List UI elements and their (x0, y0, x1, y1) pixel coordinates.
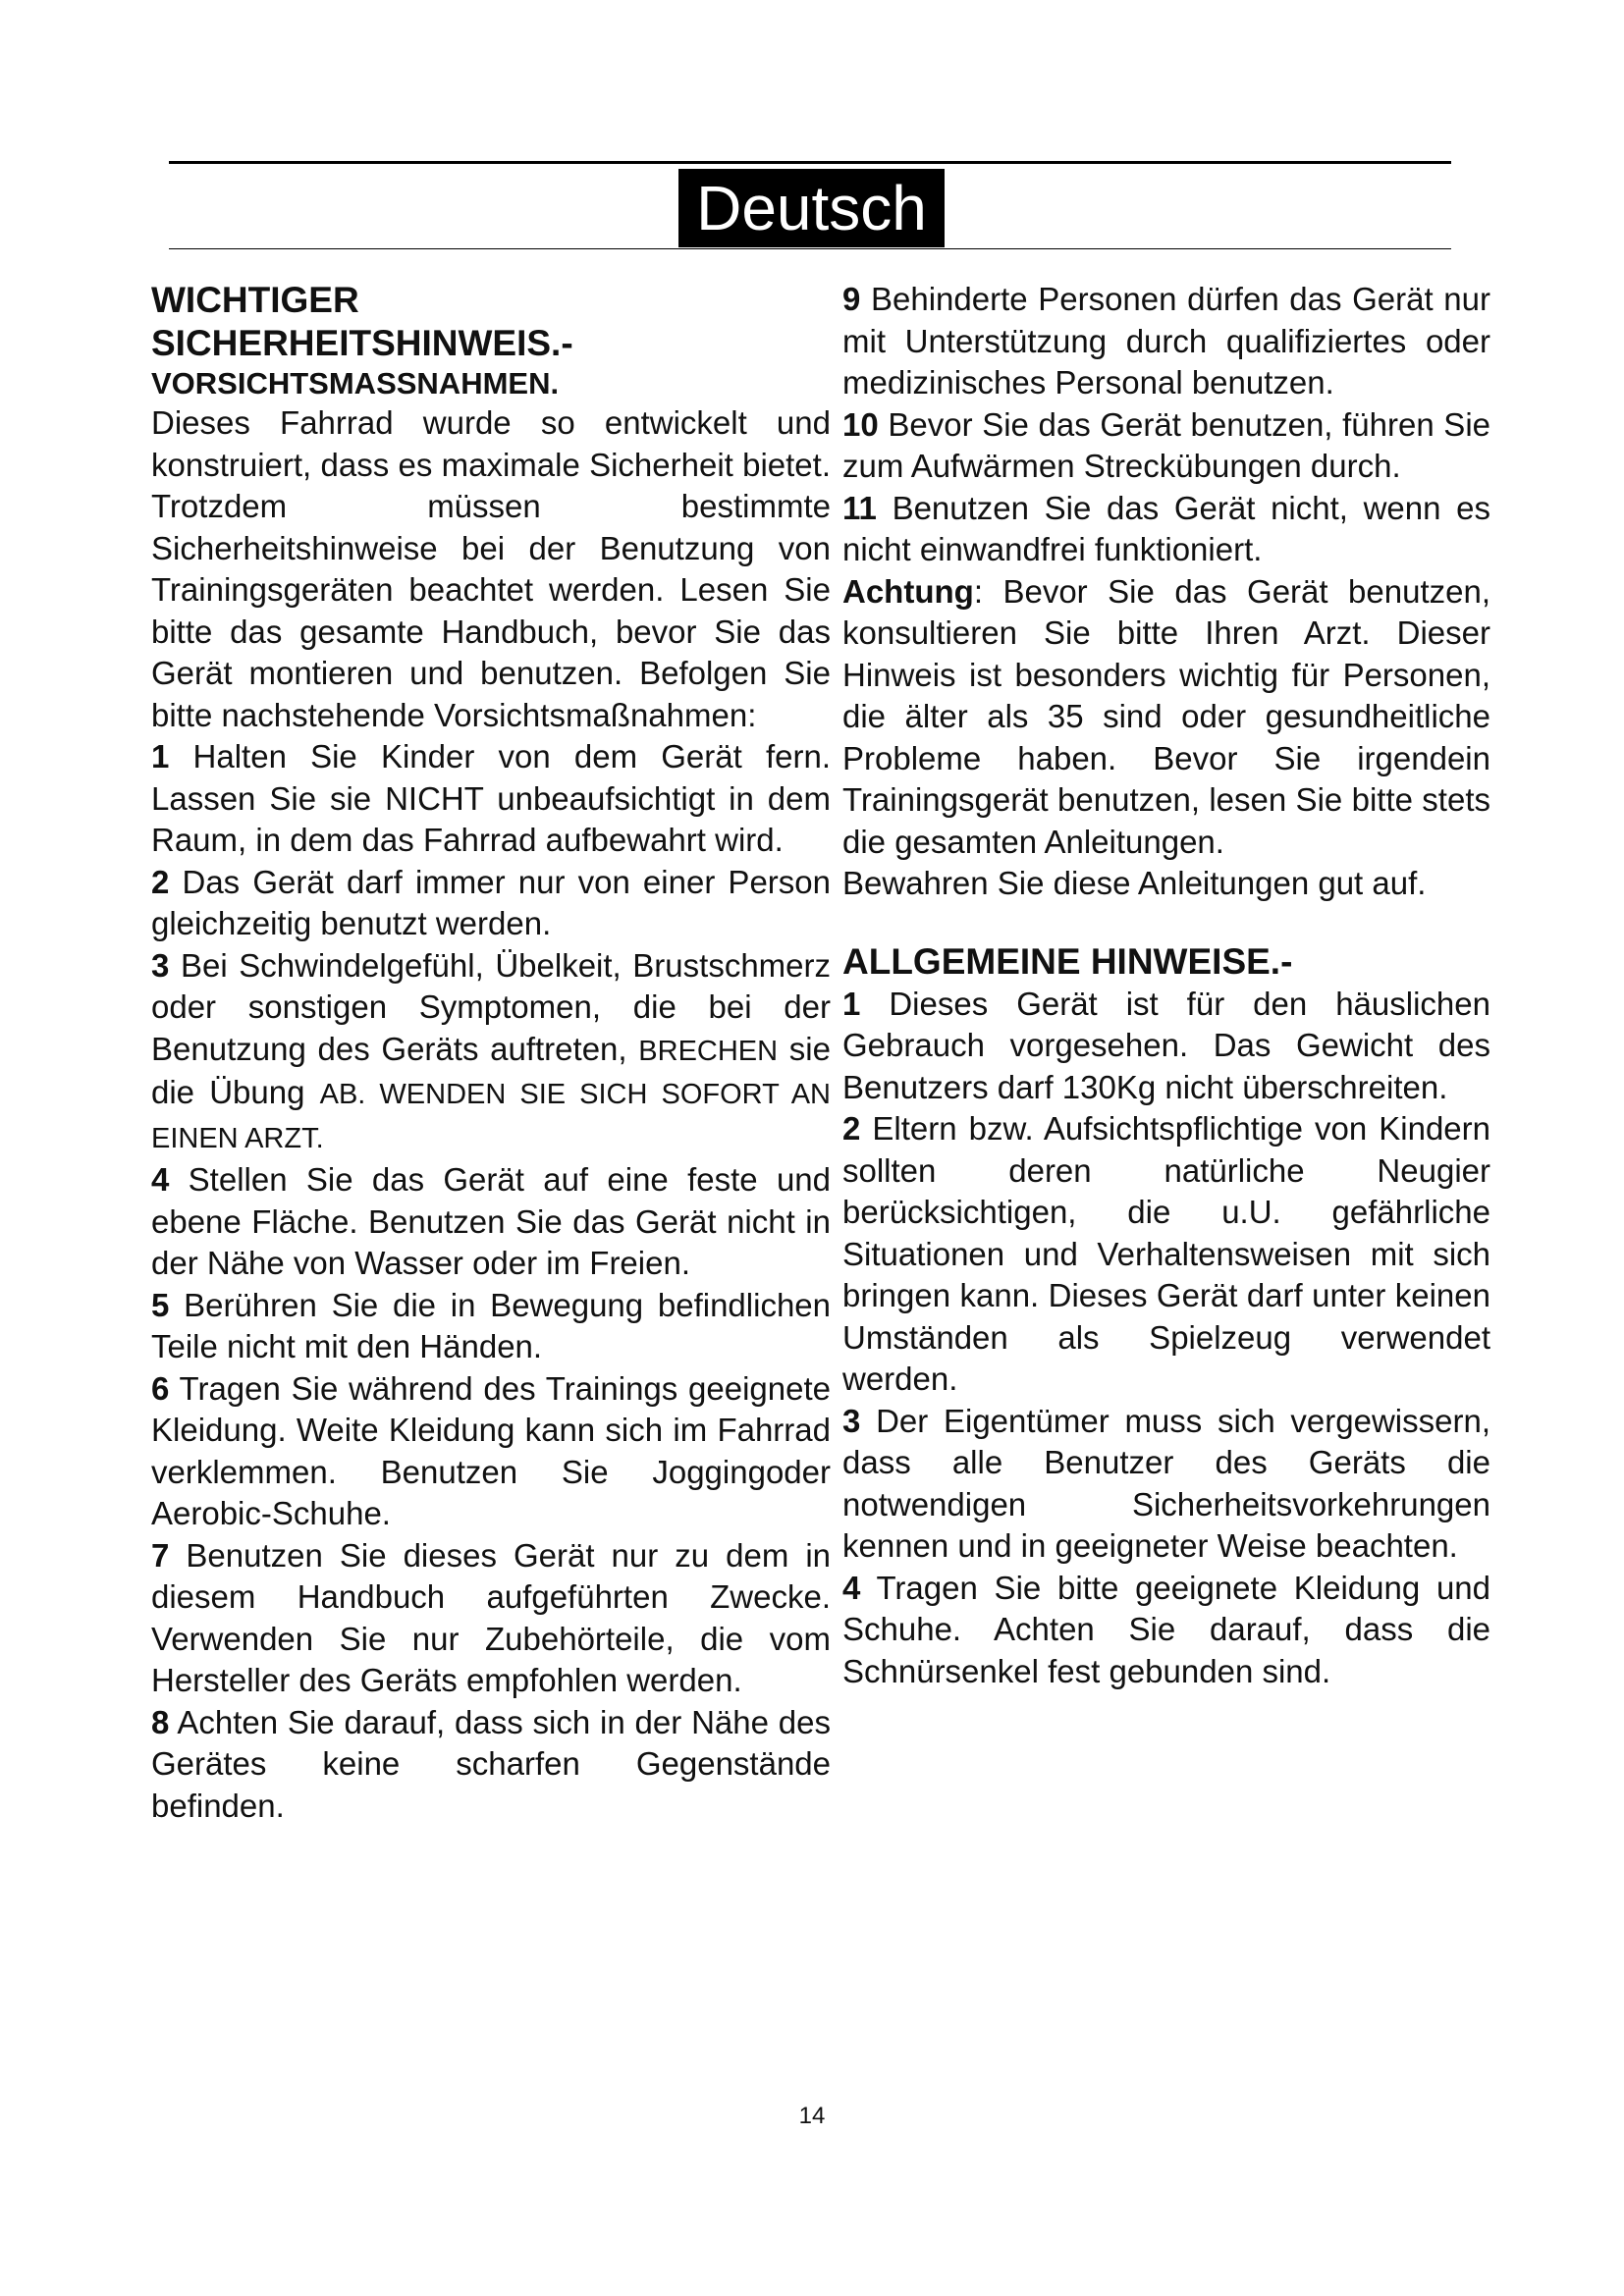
list-item (151, 736, 831, 862)
item-text: sie die Übung (151, 1030, 831, 1110)
item-number: 2 (842, 1110, 861, 1147)
page-number: 14 (798, 2103, 826, 2129)
item-text: Dieses Gerät ist für den häuslichen Gebrauch vorgesehen. Das Gewicht des Benutzers darf 130Kg nicht überschreiten. (842, 985, 1490, 1105)
item-number: 6 (151, 1369, 170, 1407)
general-title: ALLGEMEINE HINWEISE.- (842, 940, 1293, 982)
item-number: 1 (151, 738, 170, 774)
item-number: 8 (151, 1703, 170, 1740)
list-item (151, 1368, 831, 1535)
intro-paragraph: Dieses Fahrrad wurde so entwickelt und konstruiert, dass es maximale Sicherheit bietet. Trotzdem müssen bestimmte Sicherheitshinweise bei der Benutzung von Trainingsgeräten beachtet werden. Lesen Sie bitte das gesamte Handbuch, bevor Sie das Gerät montieren und benutzen. Befolgen Sie bitte nachstehende Vorsichtsmaßnahmen: (151, 404, 831, 733)
header-top-rule (169, 161, 1451, 164)
list-item (842, 404, 1490, 488)
item-number: 9 (842, 281, 861, 317)
item-text: Bei Schwindelgefühl, Übelkeit, Brustschmerz oder sonstigen Symptomen, die bei der Benutzung des Geräts auftreten, (151, 946, 832, 1067)
list-item (151, 1702, 831, 1828)
item-text: Berühren Sie die in Bewegung befindlichen Teile nicht mit den Händen. (151, 1286, 832, 1364)
language-label: Deutsch (678, 169, 945, 247)
list-item (151, 1159, 831, 1285)
item-text: Tragen Sie während des Trainings geeignete Kleidung. Weite Kleidung kann sich im Fahrrad verklemmen. Benutzen Sie Joggingoder Aerobic-Schuhe. (151, 1369, 831, 1531)
list-item (842, 279, 1490, 404)
warning-text: : Bevor Sie das Gerät benutzen, konsultieren Sie bitte Ihren Arzt. Dieser Hinweis ist besonders wichtig für Personen, die älter als 35 sind oder gesundheitliche Probleme haben. Bevor Sie irgendein Trainingsgerät benutzen, lesen Sie bitte stets die gesamten Anleitungen. (842, 572, 1490, 860)
item-number: 1 (842, 985, 861, 1022)
item-number: 4 (151, 1161, 170, 1198)
item-number: 3 (151, 946, 170, 984)
item-text: Der Eigentümer muss sich vergewissern, dass alle Benutzer des Geräts die notwendigen Sicherheitsvorkehrungen kennen und in geeigneter Weise beachten. (842, 1402, 1490, 1564)
item-text: Stellen Sie das Gerät auf eine feste und ebene Fläche. Benutzen Sie das Gerät nicht in der Nähe von Wasser oder im Freien. (151, 1161, 831, 1281)
right-column (842, 279, 1490, 1692)
section-subtitle: VORSICHTSMASSNAHMEN. (151, 366, 560, 400)
item-text: Behinderte Personen dürfen das Gerät nur mit Unterstützung durch qualifiziertes oder medizinisches Personal benutzen. (842, 281, 1490, 400)
list-item (151, 862, 831, 945)
header-bottom-rule (169, 248, 1451, 249)
list-item (842, 1401, 1490, 1568)
list-item (151, 1535, 831, 1702)
item-number: 3 (842, 1402, 861, 1439)
item-number: 10 (842, 405, 879, 443)
item-number: 2 (151, 863, 170, 900)
item-number: 11 (842, 489, 877, 526)
keep-instructions: Bewahren Sie diese Anleitungen gut auf. (842, 865, 1427, 901)
section-title-line2: SICHERHEITSHINWEIS.- (151, 323, 573, 363)
list-item (151, 945, 831, 1160)
left-column (151, 279, 831, 1827)
list-item (842, 1108, 1490, 1401)
list-item (151, 1285, 831, 1368)
item-caps-text: AB. WENDEN SIE SICH SOFORT AN EINEN ARZT. (151, 1079, 832, 1154)
item-number: 7 (151, 1536, 170, 1574)
item-caps-text: BRECHEN (638, 1035, 779, 1067)
item-text: Halten Sie Kinder von dem Gerät fern. Lassen Sie sie NICHT unbeaufsichtigt in dem Raum, in dem das Fahrrad aufbewahrt wird. (151, 738, 831, 858)
item-text: Eltern bzw. Aufsichtspflichtige von Kindern sollten deren natürliche Neugier berücksichtigen, die u.U. gefährliche Situationen und Verhaltensweisen mit sich bringen kann. Dieses Gerät darf unter keinen Umständen als Spielzeug verwendet werden. (842, 1110, 1490, 1397)
list-item (842, 1568, 1490, 1693)
item-text: Achten Sie darauf, dass sich in der Nähe des Gerätes keine scharfen Gegenstände befinden. (151, 1703, 831, 1824)
list-item (842, 984, 1490, 1109)
section-title-line1: WICHTIGER (151, 280, 359, 320)
item-text: Tragen Sie bitte geeignete Kleidung und Schuhe. Achten Sie darauf, dass die Schnürsenkel fest gebunden sind. (842, 1569, 1491, 1689)
warning-label: Achtung (842, 572, 974, 610)
item-text: Das Gerät darf immer nur von einer Person gleichzeitig benutzt werden. (151, 863, 831, 941)
item-number: 5 (151, 1286, 170, 1323)
item-number: 4 (842, 1569, 861, 1606)
item-text: Benutzen Sie das Gerät nicht, wenn es nicht einwandfrei funktioniert. (842, 489, 1491, 567)
list-item (842, 488, 1490, 571)
warning-paragraph (842, 571, 1490, 864)
item-text: Bevor Sie das Gerät benutzen, führen Sie zum Aufwärmen Streckübungen durch. (842, 405, 1491, 484)
item-text: Benutzen Sie dieses Gerät nur zu dem in diesem Handbuch aufgeführten Zwecke. Verwenden Sie nur Zubehörteile, die vom Hersteller des Geräts empfohlen werden. (151, 1536, 832, 1698)
